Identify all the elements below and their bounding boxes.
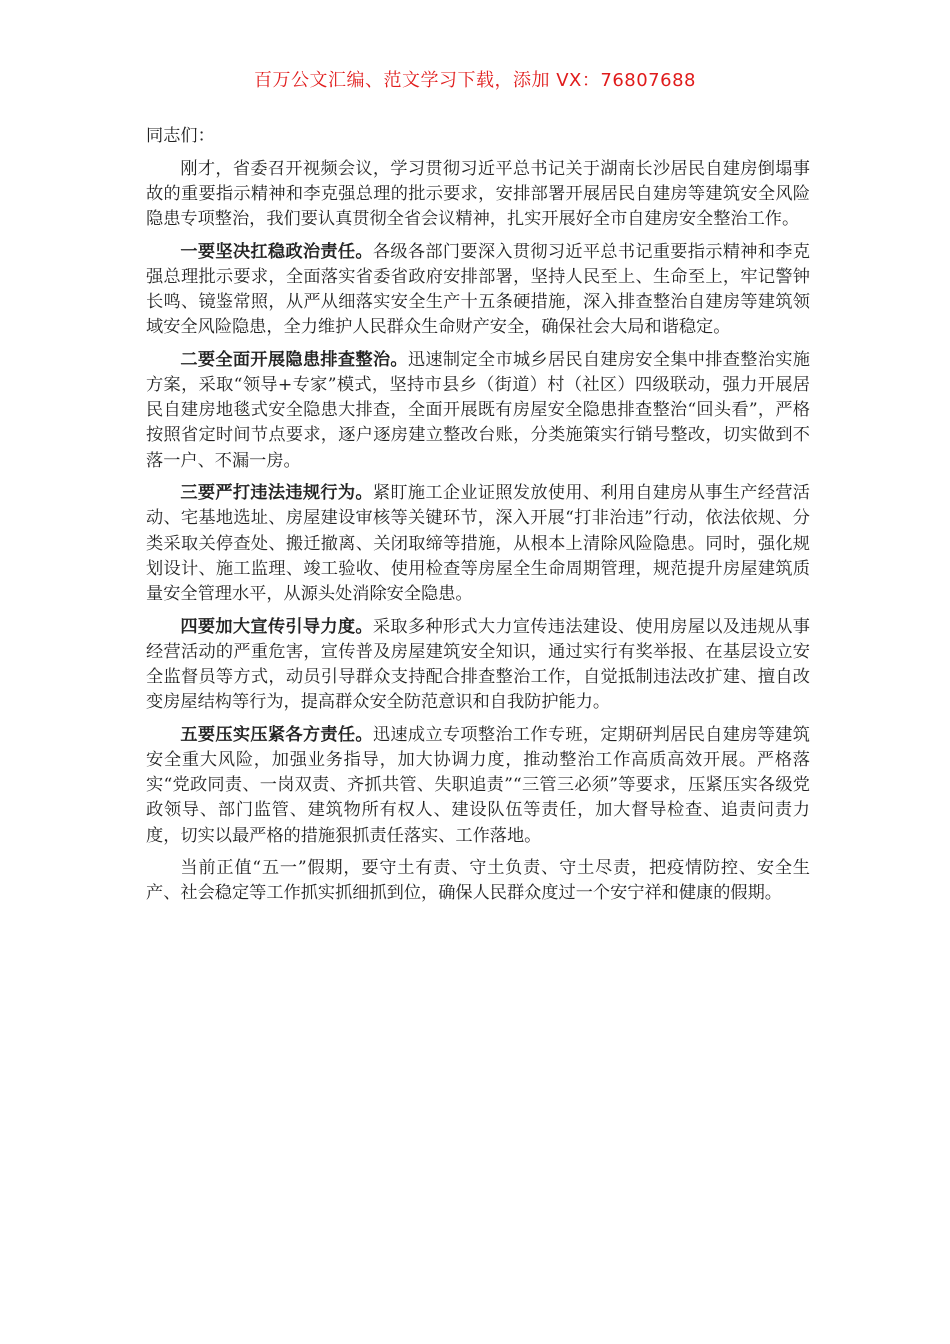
section-body: 各级各部门要深入贯彻习近平总书记重要指示精神和李克强总理批示要求，全面落实省委省政府安排部署，坚持人民至上、生命至上，牢记警钟长鸣、镜鉴常照，从严从细落实安全生产十五条硬措施，深入排查整治自建房等建筑领域安全风险隐患，全力维护人民群众生命财产安全，确保社会大局和谐稳定。 <box>146 241 810 338</box>
section-lead: 一要坚决扛稳政治责任。 <box>180 241 373 262</box>
section-paragraph <box>146 481 810 607</box>
section-body: 紧盯施工企业证照发放使用、利用自建房从事生产经营活动、宅基地选址、房屋建设审核等关键环节，深入开展“打非治违”行动，依法依规、分类采取关停查处、搬迁撤离、关闭取缔等措施，从根本上清除风险隐患。同时，强化规划设计、施工监理、竣工验收、使用检查等房屋全生命周期管理，规范提升房屋建筑质量安全管理水平，从源头处消除安全隐患。 <box>146 483 810 605</box>
section-lead: 二要全面开展隐患排查整治。 <box>180 349 408 370</box>
section-body: 迅速成立专项整治工作专班，定期研判居民自建房等建筑安全重大风险，加强业务指导，加大协调力度，推动整治工作高质高效开展。严格落实“党政同责、一岗双责、齐抓共管、失职追责”“三管三必须”等要求，压紧压实各级党政领导、部门监管、建筑物所有权人、建设队伍等责任，加大督导检查、追责问责力度，切实以最严格的措施狠抓责任落实、工作落地。 <box>146 724 810 846</box>
header-banner: 百万公文汇编、范文学习下载，添加 VX：76807688 <box>254 70 696 91</box>
section-lead: 四要加大宣传引导力度。 <box>180 616 373 637</box>
section-body: 迅速制定全市城乡居民自建房安全集中排查整治实施方案，采取“领导+专家”模式，坚持市县乡（街道）村（社区）四级联动，强力开展居民自建房地毯式安全隐患大排查，全面开展既有房屋安全隐患排查整治“回头看”，严格按照省定时间节点要求，逐户逐房建立整改台账，分类施策实行销号整改，切实做到不落一户、不漏一房。 <box>146 349 810 471</box>
section-lead: 三要严打违法违规行为。 <box>180 483 373 504</box>
greeting: 同志们： <box>146 126 215 146</box>
closing-paragraph: 当前正值“五一”假期，要守土有责、守土负责、守土尽责，把疫情防控、安全生产、社会稳定等工作抓实抓细抓到位，确保人民群众度过一个安宁祥和健康的假期。 <box>146 858 810 904</box>
intro-paragraph: 刚才，省委召开视频会议，学习贯彻习近平总书记关于湖南长沙居民自建房倒塌事故的重要指示精神和李克强总理的批示要求，安排部署开展居民自建房等建筑安全风险隐患专项整治，我们要认真贯彻全省会议精神，扎实开展好全市自建房安全整治工作。 <box>146 158 810 229</box>
section-body: 采取多种形式大力宣传违法建设、使用房屋以及违规从事经营活动的严重危害，宣传普及房屋建筑安全知识，通过实行有奖举报、在基层设立安全监督员等方式，动员引导群众支持配合排查整治工作，自觉抵制违法改扩建、擅自改变房屋结构等行为，提高群众安全防范意识和自我防护能力。 <box>146 616 810 713</box>
section-paragraph <box>146 348 810 474</box>
section-paragraph <box>146 615 810 716</box>
section-paragraph <box>146 723 810 849</box>
section-paragraph <box>146 240 810 341</box>
document-body <box>146 124 810 914</box>
section-lead: 五要压实压紧各方责任。 <box>180 724 373 745</box>
